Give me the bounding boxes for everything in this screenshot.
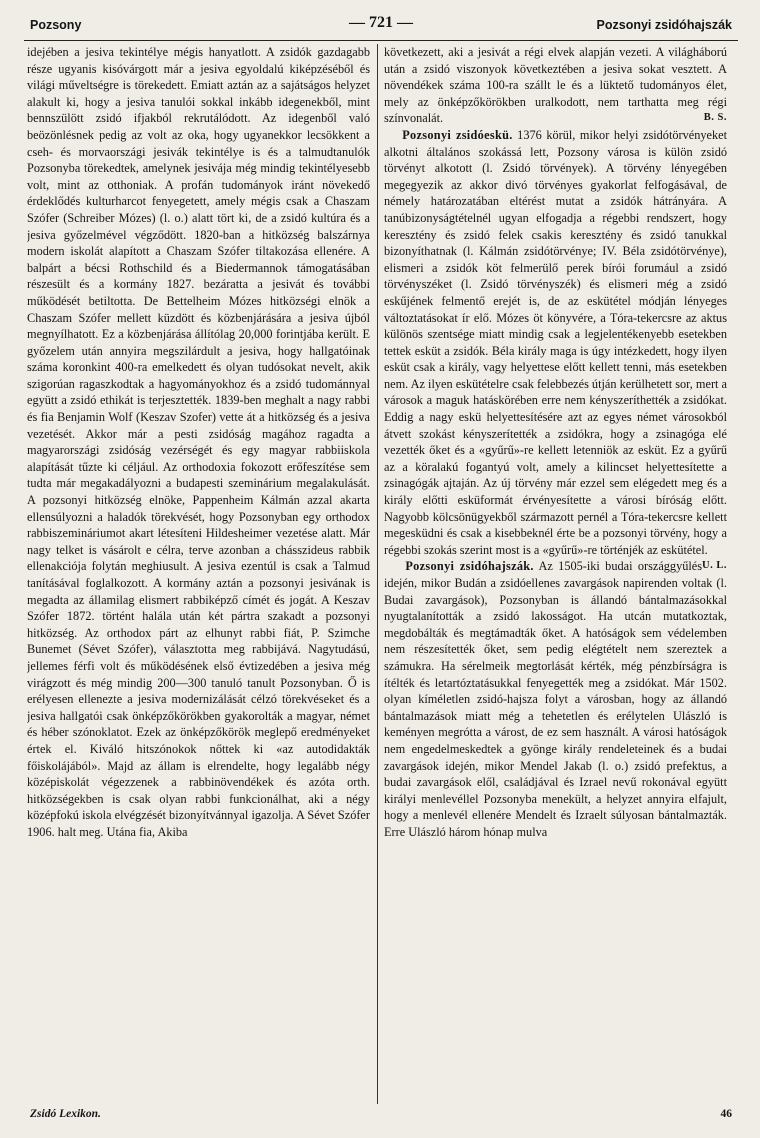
entry-zsidohajszak xyxy=(384,558,727,840)
entry-title-zsidoesku: Pozsonyi zsidóeskü. xyxy=(402,127,513,142)
author-signature-ul: U. L. xyxy=(702,560,727,572)
footer-signature-number: 46 xyxy=(720,1108,732,1120)
header-running-title-left: Pozsony xyxy=(30,18,82,32)
continued-paragraph xyxy=(384,44,727,127)
author-signature-bs: B. S. xyxy=(703,112,727,124)
footer-publication: Zsidó Lexikon. xyxy=(30,1108,101,1120)
page-header xyxy=(24,14,738,40)
page-number: — 721 — xyxy=(349,14,413,31)
entry-title-zsidohajszak: Pozsonyi zsidóhajszák. xyxy=(405,559,534,574)
header-rule xyxy=(24,40,738,41)
header-running-title-right: Pozsonyi zsidóhajszák xyxy=(596,18,732,32)
entry-text-zsidoesku: 1376 körül, mikor helyi zsidótörvényeket alkotni általános szokássá lett, Pozsony városa is külön zsidó törvényt alkotott (l. Zsidó törvények). A törvény lényegében megegyezik az akkor divó törvényes gyakorlat felfogásával, de némely határozatában eltérést mutat a zsidók hátrányára. A tanúbizonyságtételnél ugyan elfogadja a régebbi rendszert, hogy keresztény és zsidó felek csakis keresztény és zsidó tanukkal bizonyíthatnak (l. Kálmán zsidótörvénye; IV. Béla zsidótörvénye), elismeri a zsidók köt felmerülő perek bírói forumául a zsidó törvényszéket (l. Zsidó törvényszék) és elismeri még a zsidó eskűjének felmentő erejét is, de az eskütétel módján lényeges változtatásokat ír elő. Mózes öt könyvére, a Tóra-tekercsre az aktus különös szentsége miatt mindig csak a legjelentékenyebb esetekben tettek esküt a zsidók. Béla király maga is úgy intézkedett, hogy ilyen esküt csak a király, vagy helyettese előtt kellett tenni, más esetekben nem. Az ilyen eskütételre csak felebbezés útján kerülhetett sor, mert a városok a maguk hatáskörében erre nem kényszeríthették a zsidókat. Eddig a nagy eskü helyettesítésére azt az egyes német városokból átvett szokást kényszerítették a zsidókra, hogy a zsinagóga elé vezették őket és a «gyűrű»-re kellett letenniök az esküt. Ez a gyűrű az a köralakú fogantyú volt, amely a kilincset helyettesítette a zsinagógák ajtaján. Az új törvény már ezzel sem elégedett meg és a király előtti esküformát érvényesítette a városi bíróság előtt. Nagyobb kölcsönügyekből származott pernél a Tóra-tekercsre kellett megesküdni és csak a kisebbeknél érte be a pozsonyi törvény, hogy a régebbi szokás szerint most is a «gyűrű»-re történjék az eskütétel. xyxy=(384,127,727,557)
column-divider xyxy=(377,44,378,1104)
right-column xyxy=(384,44,727,1109)
continued-text: következett, aki a jesivát a régi elvek alapján vezeti. A világháború után a zsidó viszonyok következtében a jesiva sokat vesztett. A növendékek száma 100-ra szállt le és a lüktető tudományos élet, mely az önképzőkörökben uralkodott, nem tarthatta meg régi színvonalát. xyxy=(384,45,727,126)
entry-text-zsidohajszak: Az 1505-iki budai országgyűlés idején, mikor Budán a zsidóellenes zavargások napirenden voltak (l. Budai zavargások), Pozsonyban is állandó bántalmazásokkal nyugtalanították a zsidó lakosságot. Ha utcán mutatkoztak, megdobálták és megtámadták őket. A hatóságok sem védelemben nem részesítették őket, sem pedig elégtételt nem szereztek a számukra. Ha sérelmeik megtorlását kérték, még pénzbírságra is ítélték és letartóztatásukkal fenyegették meg a zsidókat. Már 1502. olyan kíméletlen zsidó-hajsza folyt a városban, hogy az állandó bántalmazások miatt még a tehetetlen és erélytelen Ulászló is keményen megrótta a várost, de ez sem használt. A városi hatóságok nem engedelmeskedtek a gyönge király rendeleteinek és a budai zavargások idején, mikor Mendel Jakab (l. o.) zsidó prefektus, a budai zavargások elől, családjával és Izrael nevű rokonával együtt királyi menlevéllel Pozsonyba menekült, a helyzet annyira elfajult, hogy a menlevél ellenére Mendelt és Izraelt súlyosan bántalmazták. Erre Ulászló három hónap mulva xyxy=(384,559,727,839)
page-footer xyxy=(24,1108,738,1130)
left-column xyxy=(27,44,370,1109)
left-column-text: idejében a jesiva tekintélye mégis hanyatlott. A zsidók gazdagabb része ugyanis kisóvárgott már a jesiva egyoldalú kiképzéséből és világi műveltségre is törekedett. Emiatt aztán az a sajátságos helyzet alakult ki, hogy a jesiva tanulói sokkal inkább idegenekből, mint bennszülött zsidó ifjakból rekrutálódott. Az idegenből való beözönlésnek pedig az volt az oka, hogy ugyanekkor lecsökkent a cseh- és morvaországi jesivák tekintélye is és a talmudtanulók Pozsonyba törekedtek, amelynek jesivája még mindig tekintélyesebb volt, mint az otthoniak. A profán tudományok iránt növekedő érdeklődés kulturharcot fenyegetett, amely mégis csak a Chaszam Szófer (Schreiber Mózes) (l. o.) alatt tört ki, de a zsidó kultúra és a jesiva győzelmével végződött. 1820-ban a hitközség balszárnya modern iskolát alapított a Chaszam Szófer tiltakozása ellenére. A balpárt a bécsi Rothschild és a Biedermannok támogatásában részesült és a kormány 1827. bezáratta a jesivát és további működését betiltotta. De Bettelheim Mózes hitközségi elnök a Chaszam Szófer mellett küzdött és közbenjárására a jesiva újból megnyílhatott. Ez a közbenjárása állítólag 20,000 forintjába került. E győzelem után annyira megszilárdult a jesiva, hogy hallgatóinak száma koronkint 400-ra emelkedett és olyan tudósokat nevelt, akik szigorúan ragaszkodtak a hagyományokhoz és a zsidó tudománnyal együtt a zsidó ethikát is terjesztették. 1839-ben meghalt a nagy rabbi és fia Benjamin Wolf (Keszav Szofer) vette át a hitközség és a jesiva vezetését. Akkor már a pesti zsidóság magához ragadta a magyarországi zsidóság vezérségét és egy magyar rabbiiskola alapítását tűzte ki céljául. Az orthodoxia fokozott erőfeszítése sem tudta már megakadályozni a budapesti szeminárium megalakulását. A pozsonyi hitközség elnöke, Pappenheim Kálmán azzal akarta ellensúlyozni a haladók törekvését, hogy Pozsonyban egy orthodox rabbiszemináriumot akart létesíteni Hildesheimer vezetése alatt. Már nagy telket is vásárolt e célra, terve azonban a chásszideus rabbik ellenakciója folytán meghiusult. A jesiva ezentúl is csak a Talmud tanításával foglalkozott. A kormány aztán a pozsonyi jesivának is megadta az államilag elismert rabbiképző címét és jogát. A Keszav Szófer 1872. történt halála után két pártra szakadt a pozsonyi hitközség. Az orthodox párt az elhunyt rabbi fiát, P. Szimche Bunemet (Sévet Szófer), választotta meg rabbijává. Nagytudású, jellemes férfi volt és működésének első évtizedében a jesiva még virágzott és még mindig 200—300 tanuló tanult Pozsonyban. Ő is erélyesen ellenezte a jesiva modernizálását célzó törekvéseket és a jesiva hallgatói csak önképzőkörökben gyakorolták a magyar, német és héber szónoklatot. Ezek az önképzőkörök meglepő eredményeket értek el. Kiváló hitszónokok nőttek ki «az autodidakták főiskolájából». Majd az állam is elrendelte, hogy legalább négy középiskolát végezzenek a rabbinövendékek és azóta orth. hitközségekben is csak olyan rabbi funkcionálhat, aki a négy középfokú iskola elvégzését bizonyítvánnyal igazolja. A Sévet Szófer 1906. halt meg. Utána fia, Akiba xyxy=(27,45,370,839)
